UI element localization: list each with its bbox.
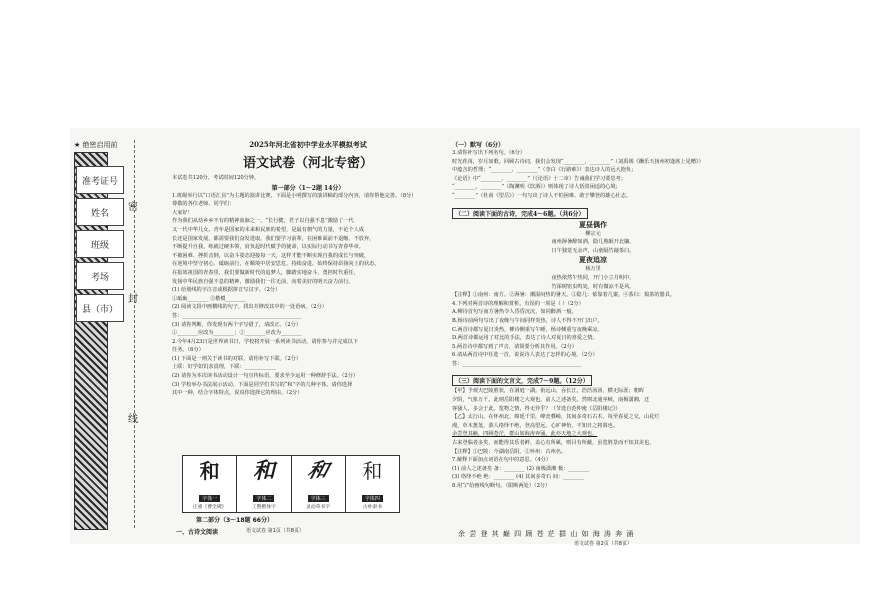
q1-sub-line: 答：______________________________________________ <box>172 312 302 319</box>
poem1-line: 南州溽暑醉如酒，隐几熟眠开北牖。 <box>551 239 635 246</box>
exam-page-2 <box>452 140 734 491</box>
s2-question: B.杨诗前两句写出了夜晚与午间同样炎热，诗人不得不开门出户。 <box>452 317 603 324</box>
s1-line: “________，________”（陶渊明《饮酒》）则体现了诗人恬淡闲适的心境； <box>452 184 621 191</box>
s1-title: （一）默写（6分） <box>452 142 505 149</box>
poem2-line: 夜热依然午热同，开门小立月明中。 <box>551 274 635 281</box>
q1-sub-line: (3) 请你判断，你发现有两个字写错了，请改正。（2分） <box>172 321 302 328</box>
s3-line: 7.解释下面加点词语在句中的意思。（4分） <box>452 457 552 464</box>
q1-line: 长还是国家发展，都需要我们奋发进取。我们要学习前辈，在困难面前不退缩、不放弃， <box>172 235 375 242</box>
exam-room-field[interactable]: 考场 <box>76 262 124 290</box>
s1-line: 中蕴含的哲理；“________，________”（李白《行路难》）表达诗人的远大抱负； <box>452 167 637 174</box>
q2-line: 2.今年4月23日是世界读书日，学校将开展一系列读书活动，请你参与并完成以下 <box>172 338 359 345</box>
s3-line: 夕阴，气象万千。此则岳阳楼之大观也，前人之述备矣。然则北通巫峡，南极潇湘，迁 <box>452 397 650 404</box>
page1-footer: 语文试卷 第1页（共8页） <box>246 528 304 534</box>
q1-line: 1.班级举行以“口语汇县”为主题的演讲比赛，下面是小明撰写的演讲稿的部分内容，请你帮他完善。（8分） <box>172 192 417 199</box>
punctuation-sentence: 余 尝 登 其 巅 四 顾 苍 茫 群 山 如 海 涛 奔 涌 <box>458 530 635 538</box>
class-field[interactable]: 班级 <box>76 230 124 258</box>
s3-line: 【甲】予观夫巴陵胜状，在洞庭一湖。衔远山，吞长江，浩浩汤汤，横无际涯；朝晖 <box>452 388 644 395</box>
q1-line: 发扬中华民族自强不息的精神，激励我们一往无前，向着美好的明天奋力前行。 <box>172 278 354 285</box>
section1-heading: 一、古诗文阅读 <box>176 529 219 536</box>
q1-line: 在报效祖国的青春里，我们要做新时代的追梦人，脚踏实地奋斗，勇担时代重任， <box>172 269 359 276</box>
seal-char-mi: 密 <box>128 202 138 213</box>
s3-title: （三）阅读下面的文言文，完成7～9题。（12分） <box>452 375 592 386</box>
s3-line: 8.用“/”给画线句断句。（限断两处）（2分） <box>452 483 551 489</box>
q1-line: 不被困难、挫折击倒，以奋斗姿态迎接每一天，这样才能不断实现自我的成长与突破， <box>172 252 370 259</box>
s2-question: 【注释】①南州：南方。②溽暑：潮湿闷热的暑天。③隐几：依靠着几案。④茶臼：捣茶的器具。 <box>452 292 676 299</box>
secret-label: ★ 绝密启用前 <box>74 141 118 149</box>
county-field[interactable]: 县（市） <box>76 294 124 322</box>
binding-strip <box>74 140 154 530</box>
poem2-author: 杨万里 <box>585 266 601 273</box>
calligraphy-label: 字体一 <box>199 495 220 502</box>
s1-line: 《论语》中“________，________”（《论语》十二章）告诫我们学习要思考； <box>452 175 626 182</box>
s3-line: (1) 前人之述备矣 备：________ (2) 南极潇湘 极：________ <box>452 465 590 472</box>
part1-heading: 第一部分（1～2题 14分） <box>271 184 345 192</box>
s2-question: C.两首诗都写夏日炎热，柳诗侧重写午睡，杨诗侧重写夜晚乘凉。 <box>452 326 603 333</box>
s3-line: 客骚人，多会于此，览物之情，得无异乎？（节选自范仲淹《岳阳楼记》） <box>452 405 621 412</box>
calligraphy-label: 字体三 <box>308 495 329 502</box>
calligraphy-label: 字体二 <box>253 495 274 502</box>
poem2-line: 竹深树密虫鸣处，时有微凉不是风。 <box>551 283 635 290</box>
calligraphy-glyph: 和 <box>362 459 383 483</box>
s2-question: A.柳诗首句写南方暑热令人昏昏沉沉，如同醉酒一般。 <box>452 309 577 316</box>
calligraphy-cell <box>346 456 399 504</box>
calligraphy-glyph: 和 <box>199 459 220 483</box>
q2-line: 其中一种，结合字体特点，说说你选择它的理由。（2分） <box>172 390 303 397</box>
calligraphy-cell <box>292 456 346 504</box>
s2-question: 4.下列对两首诗的理解和赏析，有误的一项是（ ）（2分） <box>452 300 584 307</box>
part2-heading: 第二部分（3～18题 66分） <box>196 517 273 524</box>
q1-line: 尊敬的各位老师、同学们： <box>172 201 235 208</box>
q2-line: 上联：好学如饥求真理，下联：____________ <box>172 364 276 371</box>
exam-notes: 本试卷共120分，考试时间120分钟。 <box>172 175 260 181</box>
q2-line: (3) 学校举办书法展示活动，下面是同学们书写的“和”字的几种字体，请你选择 <box>172 381 353 388</box>
poem1-title: 夏昼偶作 <box>579 219 607 229</box>
q1-sub-line: ①________应改为________；②________应改为________ <box>172 330 302 337</box>
s1-line: 时光荏苒，岁月如歌。回顾古诗词，我们会发现“________，________”（刘禹锡《酬乐天扬州初逢席上见赠》） <box>452 158 704 165</box>
exam-page-1 <box>172 140 444 398</box>
q1-line: 不断提升自我，练就过硬本领，肩负起时代赋予的使命，以实际行动书写青春华章。 <box>172 244 364 251</box>
calligraphy-table <box>182 455 400 505</box>
s2-question: 答：______________________________________________ <box>452 360 582 367</box>
calligraphy-caption: 工整楷体字 <box>237 503 291 512</box>
name-field[interactable]: 姓名 <box>76 198 124 226</box>
exam-title: 2025年河北省初中学业水平模拟考试 <box>249 140 367 149</box>
q1-line: 作为我们从幼乡乡不有的精神血脉之一，“长行健，君子以自强不息”激励了一代 <box>172 218 354 225</box>
calligraphy-glyph: 和 <box>305 460 332 482</box>
s3-line: 【注释】①巴陵：今湖南岳阳。②怀州：古州名。 <box>452 448 567 455</box>
page2-footer: 语文试卷 第2页（共8页） <box>574 541 632 547</box>
calligraphy-caption: 庄重《曹全碑》 <box>183 503 237 512</box>
q1-sub-line: (2) 阅读文段中画横线的句子，找出并修改其中的一处语病。（2分） <box>172 304 327 311</box>
poem1-line: 日午独觉无余声，山童隔竹敲茶臼。 <box>551 247 635 254</box>
poem1-author: 柳宗元 <box>585 230 601 237</box>
q1-line: 大家好！ <box>172 209 193 216</box>
q1-line: 又一代中华儿女。青年是国家的未来和民族的希望，是最有朝气的力量，不论个人成 <box>172 226 364 233</box>
s1-line: “________”（杜甫《望岳》）一句写出了诗人不怕困难、敢于攀登的雄心壮志。 <box>452 192 632 199</box>
s3-line: 漫，草木葱茏，游人络绎不绝，登高望远，心旷神怡，不知日之将暮也。 <box>452 422 619 429</box>
s2-title: （二）阅读下面的古诗，完成4～6题。（共6分） <box>452 208 588 219</box>
calligraphy-glyph: 和 <box>252 458 275 483</box>
s3-underlined-sentence: 余尝登其巅，四顾苍茫，群山如海涛奔涌，此亦天地之大观也。 <box>452 431 598 438</box>
q2-line: 任务。（6分） <box>172 347 204 354</box>
calligraphy-caption: 灵动草书字 <box>292 503 346 512</box>
subject-title: 语文试卷（河北专密） <box>242 156 373 171</box>
s3-line: (3) 络绎不绝 绝：________ (4) 其间多奇石 间：________ <box>452 474 584 481</box>
s2-question: 5.两首诗中都写到了声音，请简要分析其作用。（2分） <box>452 343 577 350</box>
q1-sub-line: ①砥砺________ ②楷模________ <box>172 295 247 302</box>
s2-question: 6.请从两首诗中任选一首，说说诗人表达了怎样的心境。（2分） <box>452 352 598 359</box>
poem2-title: 夏夜追凉 <box>579 255 607 265</box>
calligraphy-label: 字体四 <box>362 495 383 502</box>
q1-sub-line: (1) 给划线的字注音或根据拼音写汉字。（2分） <box>172 287 281 294</box>
s2-question: D.两首诗都运用了对比的手法，表达了诗人对夏日的喜爱之情。 <box>452 335 598 342</box>
exam-number-field[interactable]: 准考证号 <box>76 166 124 194</box>
s3-line: 【乙】太行山，在怀州北，绵延千里，峰峦叠嶂，其间多奇石古木。每至春夏之交，山花烂 <box>452 414 660 421</box>
calligraphy-caption: 古朴隶书 <box>362 505 382 510</box>
q2-line: (2) 请你为本次读书活动设计一句宣传标语，要求至少运用一种修辞手法。（2分） <box>172 373 359 380</box>
seal-char-feng: 封 <box>128 294 138 305</box>
s1-line: 3.请你补写出下列名句。（6分） <box>452 150 526 156</box>
calligraphy-captions <box>182 503 400 513</box>
q1-line: 在逆境中坚守初心、砥砺前行，在顺境中居安思危、持续奋进，始终保持昂扬向上的状态。 <box>172 261 380 268</box>
calligraphy-cell <box>237 456 291 504</box>
q2-line: (1) 下面是一则关于读书的对联，请你补写下联。（2分） <box>172 355 302 362</box>
s3-line: 古来登临者多矣，而能得其乐者鲜。盖心有所累，则目有所蔽，虽览胜景而不知其美也。 <box>452 440 655 447</box>
calligraphy-cell <box>183 456 237 504</box>
seal-char-xian: 线 <box>128 414 138 425</box>
